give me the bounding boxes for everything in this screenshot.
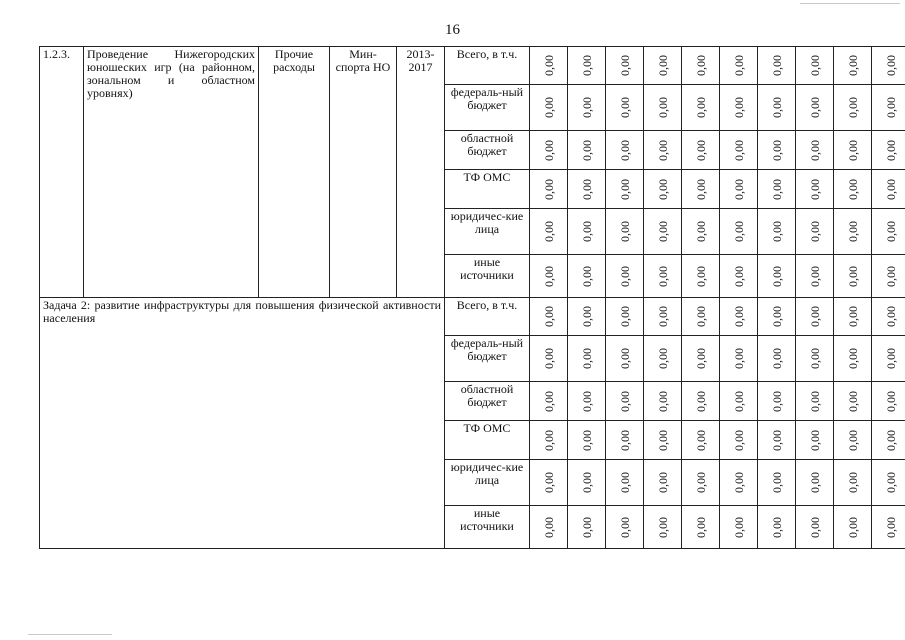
value-text: 0,00 [617,265,632,287]
value-cell [568,298,606,336]
value-text: 0,00 [693,55,708,76]
value-cell [758,382,796,421]
value-text: 0,00 [845,97,860,118]
value-text: 0,00 [617,97,632,118]
value-text: 0,00 [769,265,784,287]
value-text: 0,00 [807,221,822,242]
value-cell [796,255,834,298]
table-row [40,47,905,85]
value-text: 0,00 [845,139,860,161]
value-cell [644,460,682,506]
value-cell [530,209,568,255]
value-text: 0,00 [731,55,746,76]
value-cell [796,209,834,255]
funding-source-label: Всего, в т.ч. [445,47,530,85]
value-cell [872,460,905,506]
funding-source-label: областной бюджет [445,382,530,421]
value-text: 0,00 [807,97,822,118]
value-text: 0,00 [655,139,670,161]
value-cell [872,421,905,460]
value-cell [872,298,905,336]
value-cell [796,131,834,170]
value-text: 0,00 [617,429,632,451]
value-cell [758,298,796,336]
budget-table [39,46,905,549]
value-text: 0,00 [845,178,860,200]
value-text: 0,00 [655,348,670,369]
value-text: 0,00 [883,429,898,451]
value-text: 0,00 [655,306,670,327]
value-cell [682,85,720,131]
table-row [40,298,905,336]
value-cell [530,85,568,131]
value-cell [606,170,644,209]
value-text: 0,00 [617,390,632,412]
value-text: 0,00 [541,348,556,369]
page-number: 16 [445,22,460,38]
task-title: Задача 2: развитие инфраструктуры для повышения физической активности населения [40,298,445,549]
value-text: 0,00 [769,472,784,493]
value-cell [758,421,796,460]
executor: Мин-спорта НО [330,47,397,298]
value-cell [682,336,720,382]
value-cell [834,85,872,131]
value-text: 0,00 [769,55,784,76]
value-cell [568,382,606,421]
value-cell [720,131,758,170]
value-cell [568,336,606,382]
value-cell [568,85,606,131]
value-cell [606,47,644,85]
value-text: 0,00 [807,390,822,412]
value-text: 0,00 [617,55,632,76]
value-cell [606,255,644,298]
value-text: 0,00 [579,178,594,200]
value-text: 0,00 [541,221,556,242]
value-cell [682,170,720,209]
value-text: 0,00 [541,472,556,493]
value-text: 0,00 [655,265,670,287]
value-cell [606,131,644,170]
value-text: 0,00 [807,429,822,451]
value-cell [834,47,872,85]
value-text: 0,00 [655,516,670,538]
value-cell [682,421,720,460]
value-text: 0,00 [693,221,708,242]
value-cell [872,255,905,298]
value-cell [834,170,872,209]
value-cell [796,85,834,131]
value-cell [758,336,796,382]
value-cell [644,382,682,421]
value-cell [644,506,682,549]
value-text: 0,00 [769,390,784,412]
value-cell [568,506,606,549]
value-text: 0,00 [541,306,556,327]
value-text: 0,00 [845,429,860,451]
value-cell [796,298,834,336]
value-text: 0,00 [655,178,670,200]
value-text: 0,00 [883,221,898,242]
value-text: 0,00 [807,265,822,287]
value-cell [834,382,872,421]
value-cell [644,85,682,131]
period: 2013-2017 [397,47,445,298]
value-text: 0,00 [579,265,594,287]
value-text: 0,00 [541,265,556,287]
value-text: 0,00 [845,390,860,412]
value-cell [682,47,720,85]
value-text: 0,00 [883,516,898,538]
funding-source-label: юридичес-кие лица [445,460,530,506]
value-text: 0,00 [693,348,708,369]
value-text: 0,00 [579,221,594,242]
value-text: 0,00 [883,139,898,161]
funding-source-label: федераль-ный бюджет [445,336,530,382]
value-text: 0,00 [883,265,898,287]
value-cell [758,131,796,170]
value-cell [530,382,568,421]
value-cell [606,382,644,421]
value-text: 0,00 [579,390,594,412]
value-text: 0,00 [693,97,708,118]
value-cell [682,131,720,170]
value-cell [606,298,644,336]
value-text: 0,00 [617,139,632,161]
value-text: 0,00 [617,221,632,242]
value-text: 0,00 [579,97,594,118]
value-cell [834,421,872,460]
value-cell [834,298,872,336]
value-cell [530,460,568,506]
value-cell [644,255,682,298]
value-text: 0,00 [693,139,708,161]
value-text: 0,00 [579,429,594,451]
value-text: 0,00 [617,178,632,200]
value-text: 0,00 [655,472,670,493]
value-text: 0,00 [617,348,632,369]
value-cell [644,298,682,336]
value-cell [530,506,568,549]
value-cell [720,170,758,209]
value-text: 0,00 [579,348,594,369]
value-cell [872,336,905,382]
value-text: 0,00 [693,516,708,538]
value-text: 0,00 [845,348,860,369]
value-cell [758,47,796,85]
value-text: 0,00 [883,390,898,412]
value-text: 0,00 [693,429,708,451]
value-cell [568,131,606,170]
value-text: 0,00 [883,472,898,493]
value-cell [606,506,644,549]
value-text: 0,00 [541,55,556,76]
funding-source-label: юридичес-кие лица [445,209,530,255]
value-cell [530,336,568,382]
funding-source-label: ТФ ОМС [445,421,530,460]
value-cell [720,460,758,506]
value-text: 0,00 [769,221,784,242]
value-cell [720,255,758,298]
value-text: 0,00 [655,55,670,76]
value-text: 0,00 [845,306,860,327]
value-cell [720,336,758,382]
value-text: 0,00 [655,390,670,412]
value-cell [796,336,834,382]
value-cell [834,255,872,298]
value-text: 0,00 [769,516,784,538]
value-cell [530,170,568,209]
value-text: 0,00 [731,265,746,287]
value-text: 0,00 [807,516,822,538]
value-cell [682,506,720,549]
value-text: 0,00 [731,221,746,242]
value-cell [530,131,568,170]
value-cell [644,336,682,382]
value-cell [644,47,682,85]
value-cell [720,298,758,336]
value-text: 0,00 [655,221,670,242]
value-cell [682,209,720,255]
value-cell [720,209,758,255]
value-text: 0,00 [807,55,822,76]
value-text: 0,00 [883,55,898,76]
value-cell [796,421,834,460]
value-cell [568,209,606,255]
value-cell [568,255,606,298]
value-cell [720,85,758,131]
value-cell [872,209,905,255]
value-cell [720,506,758,549]
value-text: 0,00 [845,265,860,287]
value-text: 0,00 [845,221,860,242]
scan-bottom-rule [28,634,112,635]
value-text: 0,00 [731,139,746,161]
value-text: 0,00 [693,390,708,412]
value-cell [606,336,644,382]
value-cell [834,209,872,255]
value-cell [758,506,796,549]
value-text: 0,00 [845,516,860,538]
value-cell [872,170,905,209]
value-cell [758,170,796,209]
value-cell [758,255,796,298]
value-cell [796,382,834,421]
value-text: 0,00 [655,97,670,118]
value-text: 0,00 [731,429,746,451]
value-text: 0,00 [807,348,822,369]
value-cell [796,47,834,85]
value-text: 0,00 [807,472,822,493]
value-text: 0,00 [731,306,746,327]
value-cell [872,506,905,549]
value-cell [758,85,796,131]
value-text: 0,00 [769,429,784,451]
value-text: 0,00 [731,472,746,493]
funding-source-label: иные источники [445,255,530,298]
value-text: 0,00 [579,472,594,493]
value-text: 0,00 [769,178,784,200]
value-cell [834,336,872,382]
value-cell [606,460,644,506]
value-text: 0,00 [617,472,632,493]
value-text: 0,00 [617,516,632,538]
value-text: 0,00 [731,348,746,369]
value-text: 0,00 [731,178,746,200]
value-text: 0,00 [579,306,594,327]
expense-type: Прочие расходы [259,47,330,298]
value-text: 0,00 [579,55,594,76]
value-text: 0,00 [541,516,556,538]
value-cell [682,255,720,298]
value-cell [644,209,682,255]
value-cell [720,47,758,85]
value-text: 0,00 [693,265,708,287]
activity-name: Проведение Нижегородских юношеских игр (на районном, зональном и областном уровнях) [84,47,259,298]
value-cell [530,421,568,460]
value-cell [872,131,905,170]
value-cell [682,382,720,421]
value-text: 0,00 [883,97,898,118]
value-text: 0,00 [807,139,822,161]
activity-number: 1.2.3. [40,47,84,298]
value-text: 0,00 [731,516,746,538]
value-text: 0,00 [579,516,594,538]
value-cell [796,170,834,209]
value-cell [796,506,834,549]
value-cell [872,47,905,85]
funding-source-label: иные источники [445,506,530,549]
value-text: 0,00 [541,139,556,161]
value-cell [720,421,758,460]
value-cell [568,47,606,85]
value-cell [834,460,872,506]
value-cell [606,421,644,460]
value-cell [530,47,568,85]
value-text: 0,00 [769,306,784,327]
value-text: 0,00 [731,390,746,412]
value-text: 0,00 [541,429,556,451]
value-cell [644,131,682,170]
value-cell [644,170,682,209]
value-text: 0,00 [883,306,898,327]
value-text: 0,00 [807,306,822,327]
value-cell [872,85,905,131]
value-text: 0,00 [579,139,594,161]
value-text: 0,00 [883,348,898,369]
value-cell [530,255,568,298]
value-text: 0,00 [693,472,708,493]
value-cell [530,298,568,336]
scan-top-rule [800,3,900,4]
value-text: 0,00 [769,139,784,161]
funding-source-label: областной бюджет [445,131,530,170]
value-text: 0,00 [845,55,860,76]
value-cell [758,209,796,255]
value-cell [834,131,872,170]
value-text: 0,00 [617,306,632,327]
value-cell [834,506,872,549]
value-text: 0,00 [883,178,898,200]
value-cell [568,460,606,506]
value-cell [606,85,644,131]
value-text: 0,00 [845,472,860,493]
value-cell [682,460,720,506]
value-text: 0,00 [655,429,670,451]
value-cell [568,421,606,460]
value-cell [872,382,905,421]
value-text: 0,00 [541,390,556,412]
value-cell [796,460,834,506]
value-text: 0,00 [693,306,708,327]
value-text: 0,00 [769,348,784,369]
funding-source-label: Всего, в т.ч. [445,298,530,336]
value-cell [682,298,720,336]
value-cell [720,382,758,421]
value-text: 0,00 [769,97,784,118]
value-cell [644,421,682,460]
funding-source-label: федераль-ный бюджет [445,85,530,131]
value-cell [758,460,796,506]
value-text: 0,00 [693,178,708,200]
value-text: 0,00 [731,97,746,118]
value-text: 0,00 [541,97,556,118]
funding-source-label: ТФ ОМС [445,170,530,209]
value-cell [606,209,644,255]
value-cell [568,170,606,209]
value-text: 0,00 [541,178,556,200]
value-text: 0,00 [807,178,822,200]
